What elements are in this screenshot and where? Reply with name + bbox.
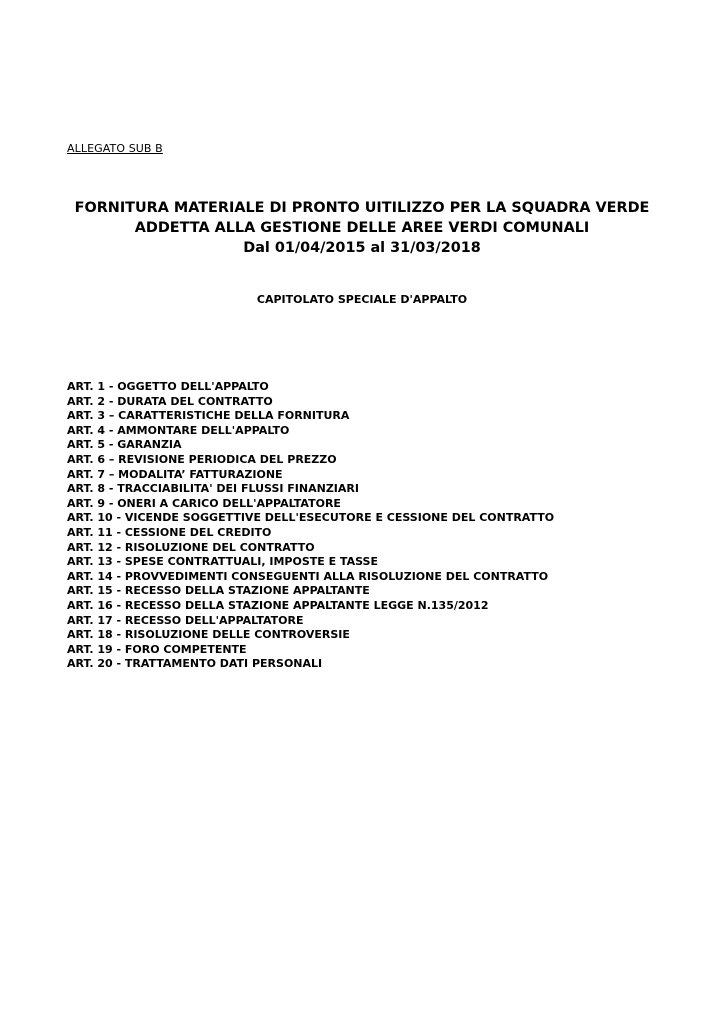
article-item: ART. 18 - RISOLUZIONE DELLE CONTROVERSIE xyxy=(67,628,350,642)
article-item: ART. 14 - PROVVEDIMENTI CONSEGUENTI ALLA RISOLUZIONE DEL CONTRATTO xyxy=(67,569,549,583)
document-subtitle: CAPITOLATO SPECIALE D'APPALTO xyxy=(256,293,468,306)
title-line-2: ADDETTA ALLA GESTIONE DELLE AREE VERDI COMUNALI xyxy=(134,220,590,236)
article-item: ART. 6 – REVISIONE PERIODICA DEL PREZZO xyxy=(67,452,337,466)
document-title xyxy=(0,198,724,258)
article-item: ART. 20 - TRATTAMENTO DATI PERSONALI xyxy=(67,657,323,671)
article-item: ART. 3 – CARATTERISTICHE DELLA FORNITURA xyxy=(67,409,350,423)
article-item: ART. 16 - RECESSO DELLA STAZIONE APPALTANTE LEGGE N.135/2012 xyxy=(67,598,489,612)
article-item: ART. 8 - TRACCIABILITA' DEI FLUSSI FINANZIARI xyxy=(67,482,359,496)
title-line-3: Dal 01/04/2015 al 31/03/2018 xyxy=(243,240,481,256)
articles-list xyxy=(67,380,554,672)
article-item: ART. 17 - RECESSO DELL'APPALTATORE xyxy=(67,613,304,627)
article-item: ART. 12 - RISOLUZIONE DEL CONTRATTO xyxy=(67,540,315,554)
article-item: ART. 15 - RECESSO DELLA STAZIONE APPALTANTE xyxy=(67,584,370,598)
attachment-label: ALLEGATO SUB B xyxy=(67,142,163,155)
article-item: ART. 9 - ONERI A CARICO DELL'APPALTATORE xyxy=(67,496,341,510)
article-item: ART. 4 - AMMONTARE DELL'APPALTO xyxy=(67,423,290,437)
title-line-1: FORNITURA MATERIALE DI PRONTO UITILIZZO PER LA SQUADRA VERDE xyxy=(74,200,650,216)
article-item: ART. 11 - CESSIONE DEL CREDITO xyxy=(67,525,272,539)
article-item: ART. 13 - SPESE CONTRATTUALI, IMPOSTE E TASSE xyxy=(67,555,378,569)
article-item: ART. 7 – MODALITA’ FATTURAZIONE xyxy=(67,467,283,481)
article-item: ART. 5 - GARANZIA xyxy=(67,438,182,452)
article-item: ART. 19 - FORO COMPETENTE xyxy=(67,642,247,656)
article-item: ART. 2 - DURATA DEL CONTRATTO xyxy=(67,394,273,408)
article-item: ART. 1 - OGGETTO DELL'APPALTO xyxy=(67,380,269,393)
article-item: ART. 10 - VICENDE SOGGETTIVE DELL'ESECUTORE E CESSIONE DEL CONTRATTO xyxy=(67,511,555,525)
